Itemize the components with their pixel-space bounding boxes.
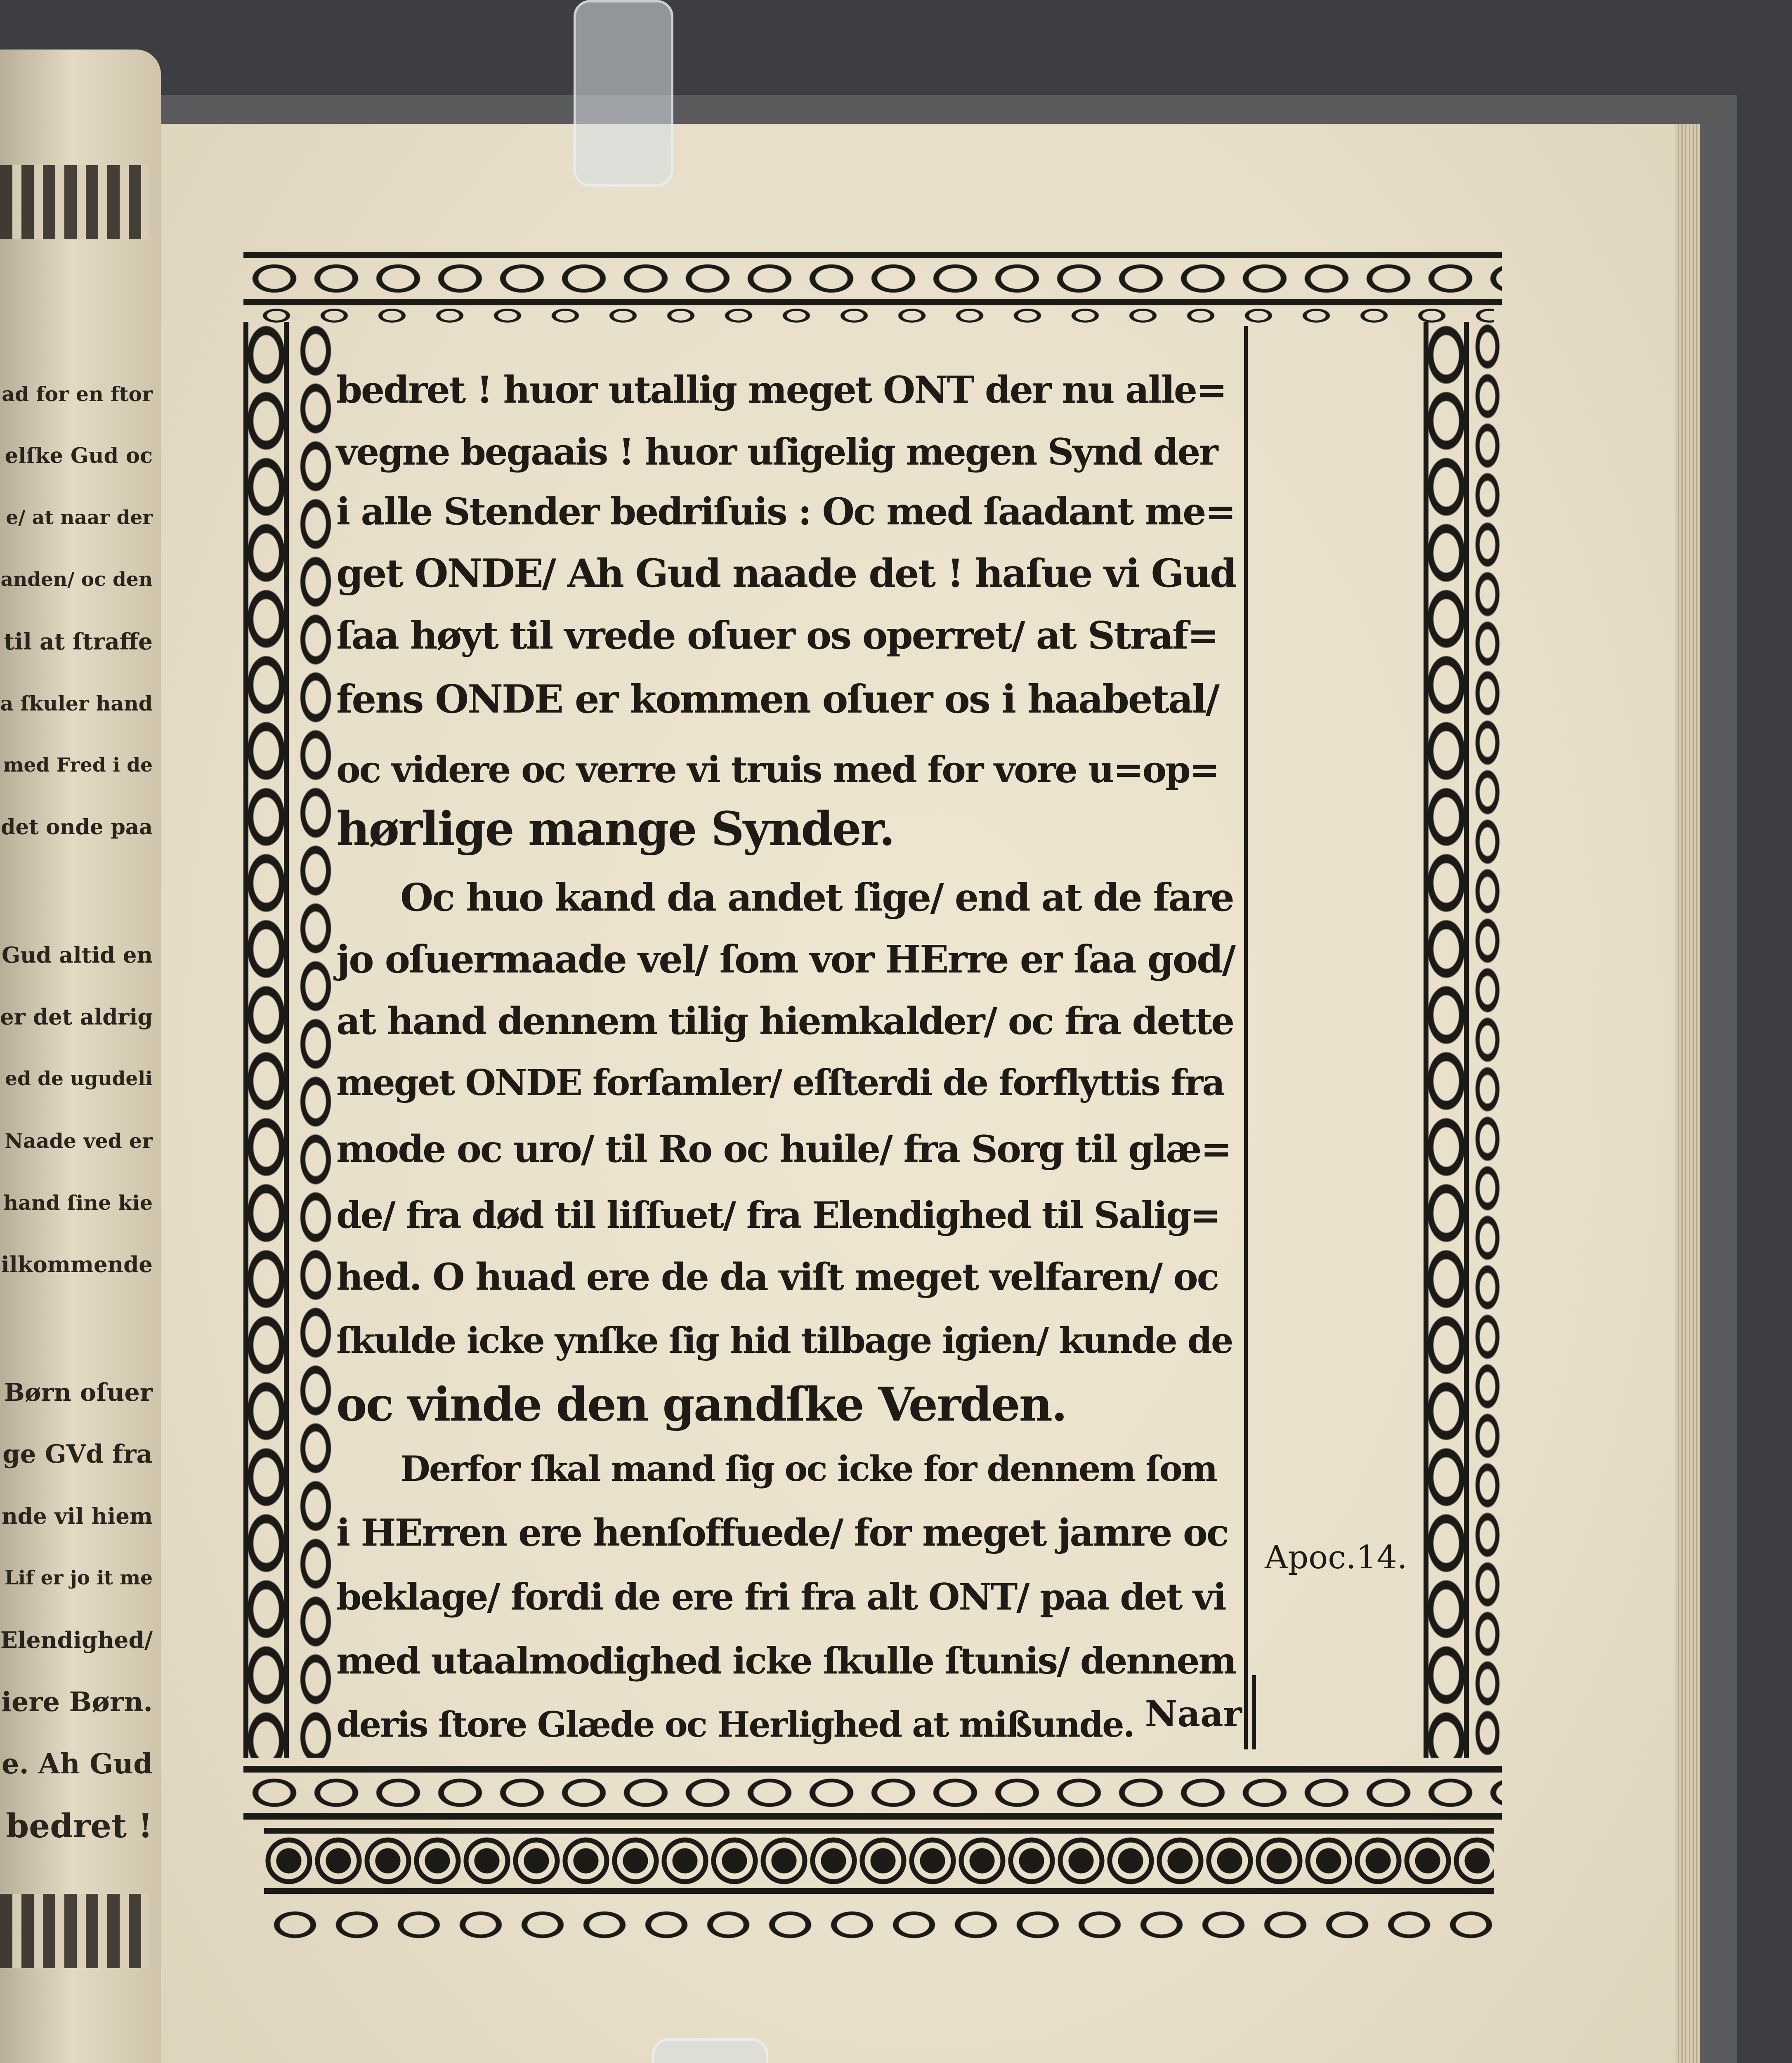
ornamental-border-left	[243, 322, 289, 1758]
text-line: meget ONDE forſamler/ eſſterdi de forflyttis fra	[336, 1062, 1224, 1104]
text-line: get ONDE/ Ah Gud naade det ! haſue vi Gud	[336, 551, 1236, 596]
left-page-line: Lif er jo it me	[5, 1567, 153, 1589]
text-line: beklage/ fordi de ere fri fra alt ONT/ paa det vi	[336, 1575, 1225, 1618]
left-page-line: e/ at naar der	[6, 506, 153, 529]
marginal-reference: Apoc.14.	[1265, 1539, 1407, 1576]
ornamental-border-left-inner	[297, 322, 334, 1758]
text-line: de/ fra død til liſſuet/ fra Elendighed til Salig=	[336, 1194, 1220, 1237]
left-page-line: Børn oſuer	[4, 1378, 153, 1407]
left-page-line: Naade ved er	[5, 1129, 153, 1153]
left-page-line: er det aldrig	[0, 1004, 153, 1030]
ornamental-border-top-inner	[248, 301, 1494, 330]
text-line: med utaalmodighed icke ſkulle ſtunis/ dennem	[336, 1639, 1236, 1682]
left-page-line: ed de ugudeli	[5, 1067, 153, 1090]
text-line: jo oſuermaade vel/ ſom vor HErre er ſaa god/	[336, 937, 1235, 982]
ornamental-border-right-outer	[1475, 322, 1500, 1758]
ornamental-border-bottom	[243, 1766, 1502, 1820]
book-clip-top	[574, 0, 673, 186]
left-page-line: e. Ah Gud	[1, 1747, 153, 1780]
left-page-line: Gud altid en	[1, 942, 153, 968]
left-page-line: det onde paa	[0, 815, 153, 840]
left-page-line: med Fred i de	[3, 754, 153, 777]
left-page-line: nde vil hiem	[2, 1504, 153, 1529]
left-page-line: elſke Gud oc	[5, 444, 153, 468]
text-line: oc vinde den gandſke Verden.	[336, 1378, 1067, 1432]
left-page-line: hand ſine kie	[3, 1191, 153, 1215]
text-line: i alle Stender bedriſuis : Oc med ſaadant me=	[336, 490, 1235, 533]
left-page-line: iere Børn.	[1, 1686, 153, 1718]
text-line: Oc huo kand da andet ſige/ end at de fare	[400, 875, 1233, 920]
page-edges	[1675, 124, 1700, 2063]
text-line: fens ONDE er kommen oſuer os i haabetal/	[336, 677, 1218, 722]
left-page	[0, 50, 161, 2063]
left-page-line: ge GVd fra	[2, 1440, 153, 1469]
left-page-line: til at ſtraffe	[4, 628, 153, 655]
text-line: oc videre oc verre vi truis med for vore u=op=	[336, 748, 1219, 791]
book-clip-bottom	[652, 2038, 768, 2063]
text-line: bedret ! huor utallig meget ONT der nu alle=	[336, 368, 1226, 412]
ornamental-border-scrollwork	[264, 1828, 1494, 1894]
text-line: vegne begaais ! huor uſigelig megen Synd der	[336, 430, 1217, 473]
left-page-line: a ſkuler hand	[0, 692, 153, 715]
ornamental-border-right	[1424, 322, 1469, 1758]
text-line: ſaa høyt til vrede oſuer os operret/ at Straf=	[336, 613, 1218, 658]
text-line: Derfor ſkal mand ſig oc icke for dennem ſom	[400, 1448, 1217, 1489]
ornamental-border-bottom-outer	[264, 1898, 1494, 1952]
left-page-line: bedret !	[6, 1806, 153, 1845]
left-page-line: ilkommende	[1, 1252, 153, 1277]
left-page-line: Elendighed/	[0, 1626, 153, 1653]
ornamental-border-top	[243, 252, 1502, 305]
text-line: ſkulde icke ynſke ſig hid tilbage igien/ kunde de	[336, 1320, 1232, 1362]
text-line: deris ſtore Glæde oc Herlighed at mißunde.	[336, 1704, 1134, 1745]
book-cover-top-edge	[157, 95, 1716, 128]
text-line: at hand dennem tilig hiemkalder/ oc fra dette	[336, 999, 1234, 1043]
text-line: mode oc uro/ til Ro oc huile/ fra Sorg til glæ=	[336, 1127, 1231, 1171]
left-page-line: anden/ oc den	[0, 568, 153, 591]
text-line: hørlige mange Synder.	[336, 802, 894, 856]
left-page-ornament	[0, 1894, 149, 1968]
text-line: i HErren ere henſoffuede/ for meget jamre oc	[336, 1511, 1228, 1555]
left-page-line: ad for en ftor	[2, 382, 153, 406]
catchword-rule	[1252, 1675, 1256, 1749]
left-page-ornament	[0, 165, 149, 239]
catchword: Naar	[1145, 1693, 1242, 1735]
marginal-rule	[1244, 326, 1248, 1749]
text-line: hed. O huad ere de da viſt meget velfaren/ oc	[336, 1255, 1218, 1299]
